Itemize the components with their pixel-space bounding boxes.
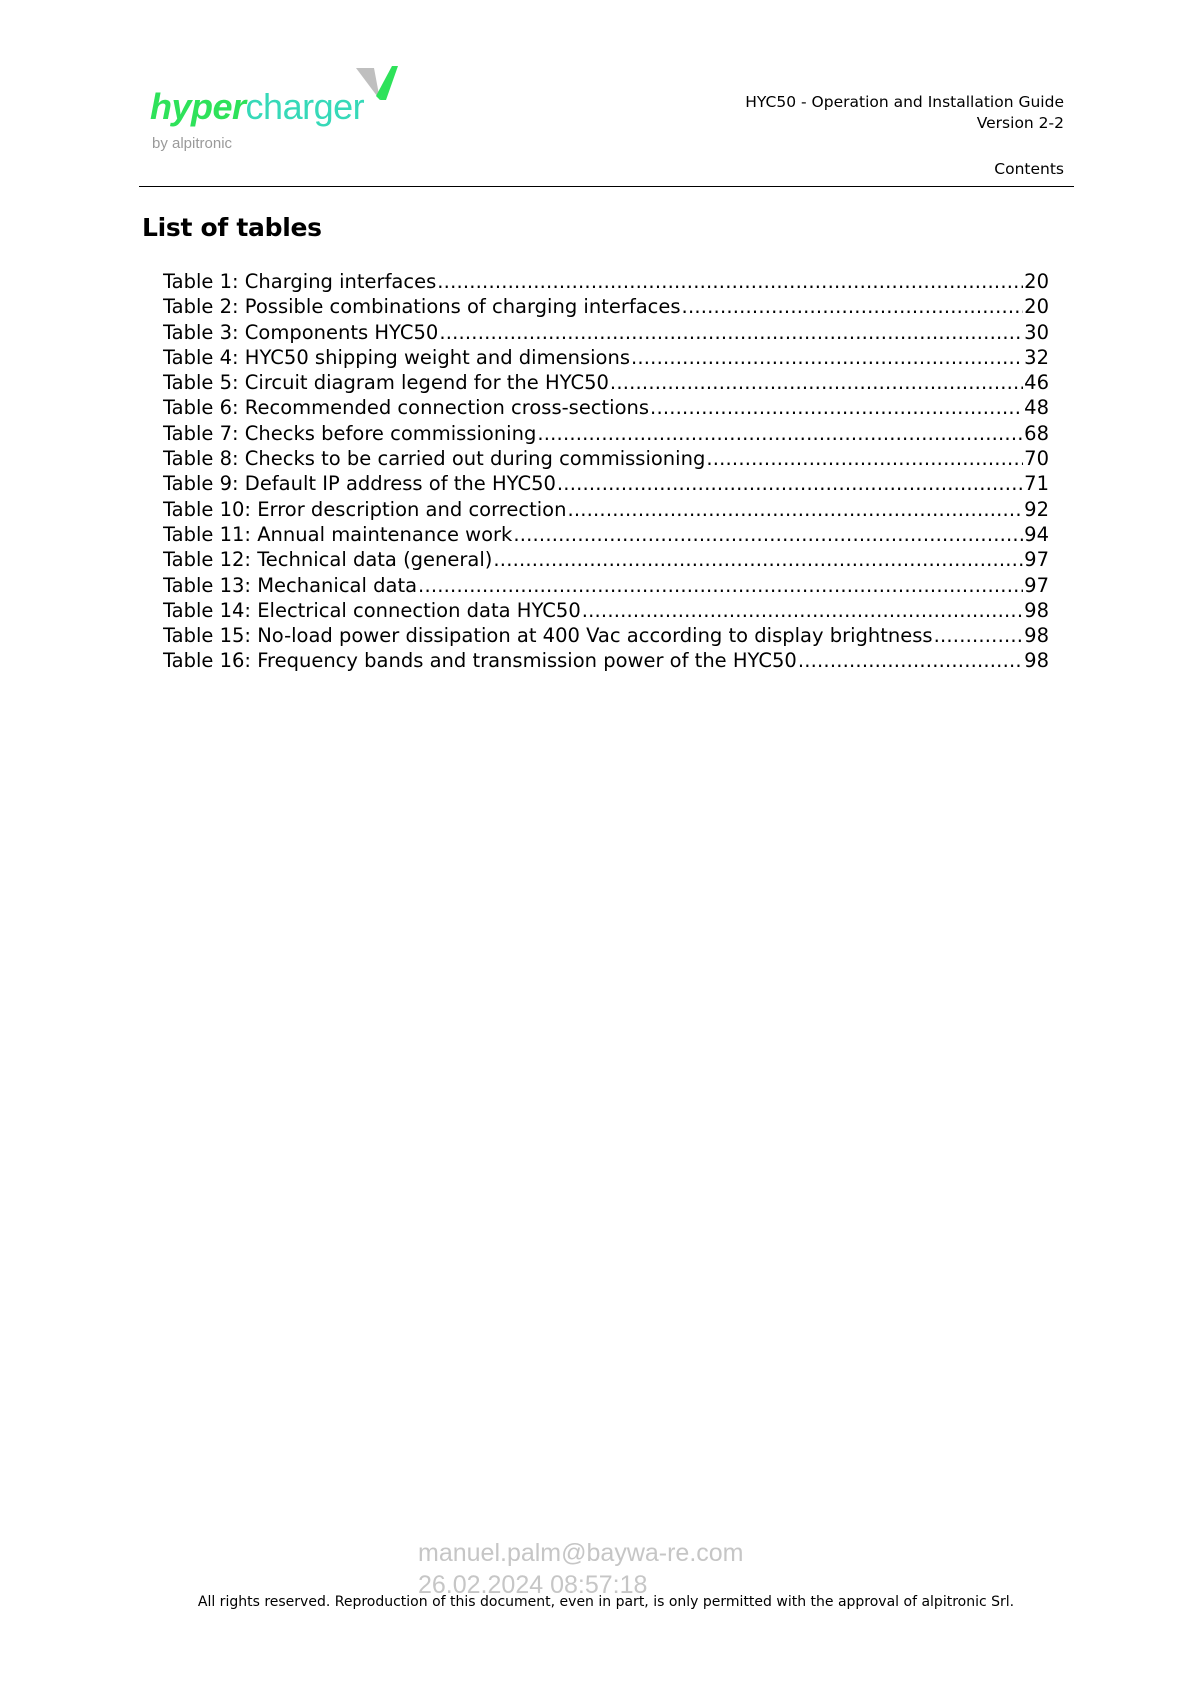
toc-entry[interactable] [163,548,1049,573]
toc-dot-leader [798,649,1023,672]
logo-subtitle: by alpitronic [152,135,233,152]
copyright-footer: All rights reserved. Reproduction of this document, even in part, is only permitted with the approval of alpitronic Srl. [197,1594,1015,1610]
toc-dot-leader [493,548,1023,571]
toc-entry-label: Table 10: Error description and correction [163,497,567,521]
toc-entry-label: Table 16: Frequency bands and transmission power of the HYC50 [163,649,797,673]
toc-entry-page: 97 [1024,573,1049,597]
toc-dot-leader [610,371,1023,394]
toc-dot-leader [567,498,1023,521]
table-list [163,270,1049,675]
toc-entry-page: 98 [1024,649,1049,673]
toc-entry-page: 94 [1024,522,1049,546]
toc-dot-leader [513,523,1023,546]
toc-entry-label: Table 8: Checks to be carried out during commissioning [163,447,706,471]
toc-dot-leader [557,472,1023,495]
toc-dot-leader [418,574,1023,597]
logo-mark-green-wing [380,66,398,100]
hypercharger-logo [150,66,410,156]
logo-mark-grey-wing [356,68,380,100]
toc-entry-label: Table 5: Circuit diagram legend for the HYC50 [163,371,609,395]
toc-entry[interactable] [163,574,1049,599]
toc-entry-page: 30 [1024,320,1049,344]
toc-entry-page: 20 [1024,270,1049,293]
toc-entry-page: 98 [1024,598,1049,622]
toc-entry-page: 46 [1024,371,1049,395]
watermark-timestamp: 26.02.2024 08:57:18 [418,1571,648,1599]
logo-word-hyper: hyper [150,86,246,127]
toc-entry-label: Table 7: Checks before commissioning [163,421,537,445]
toc-entry-page: 92 [1024,497,1049,521]
toc-dot-leader [439,321,1023,344]
watermark-email: manuel.palm@baywa-re.com [418,1539,744,1567]
toc-entry[interactable] [163,321,1049,346]
toc-entry-label: Table 6: Recommended connection cross-sections [163,396,650,420]
logo-word-charger: charger [245,86,365,127]
toc-entry-page: 71 [1024,472,1049,496]
toc-entry-label: Table 11: Annual maintenance work [163,522,513,546]
toc-entry[interactable] [163,295,1049,320]
toc-entry[interactable] [163,396,1049,421]
toc-dot-leader [582,599,1023,622]
toc-dot-leader [706,447,1023,470]
toc-dot-leader [537,422,1023,445]
header-divider [139,186,1074,187]
page-title: List of tables [142,213,322,242]
toc-entry[interactable] [163,447,1049,472]
toc-entry-page: 98 [1024,624,1049,648]
toc-entry-page: 48 [1024,396,1049,420]
logo-mark-icon [356,66,398,104]
document-header [745,92,1064,134]
document-version: Version 2-2 [976,114,1064,132]
toc-dot-leader [650,396,1023,419]
toc-entry[interactable] [163,498,1049,523]
toc-entry-label: Table 4: HYC50 shipping weight and dimensions [163,345,630,369]
toc-dot-leader [934,624,1024,647]
toc-entry[interactable] [163,624,1049,649]
toc-entry-label: Table 1: Charging interfaces [163,270,437,293]
toc-entry[interactable] [163,472,1049,497]
toc-dot-leader [631,346,1023,369]
toc-entry-label: Table 3: Components HYC50 [163,320,439,344]
toc-entry-label: Table 13: Mechanical data [163,573,418,597]
toc-dot-leader [437,270,1023,293]
toc-entry[interactable] [163,346,1049,371]
toc-entry-page: 32 [1024,345,1049,369]
toc-entry-label: Table 12: Technical data (general) [163,548,493,572]
toc-entry-label: Table 14: Electrical connection data HYC50 [163,598,581,622]
toc-entry-label: Table 2: Possible combinations of charging interfaces [163,295,681,319]
toc-entry[interactable] [163,371,1049,396]
logo-wordmark [150,86,364,128]
toc-entry[interactable] [163,599,1049,624]
toc-entry-page: 97 [1024,548,1049,572]
toc-entry[interactable] [163,270,1049,295]
toc-entry[interactable] [163,649,1049,674]
section-name: Contents [994,160,1064,178]
toc-entry[interactable] [163,523,1049,548]
toc-entry-page: 20 [1024,295,1049,319]
toc-entry-label: Table 15: No-load power dissipation at 400 Vac according to display brightness [163,624,933,648]
toc-entry-page: 70 [1024,447,1049,471]
toc-entry[interactable] [163,422,1049,447]
toc-entry-page: 68 [1024,421,1049,445]
watermark [418,1537,744,1601]
toc-entry-label: Table 9: Default IP address of the HYC50 [163,472,556,496]
document-title: HYC50 - Operation and Installation Guide [745,93,1064,111]
toc-dot-leader [682,295,1024,318]
